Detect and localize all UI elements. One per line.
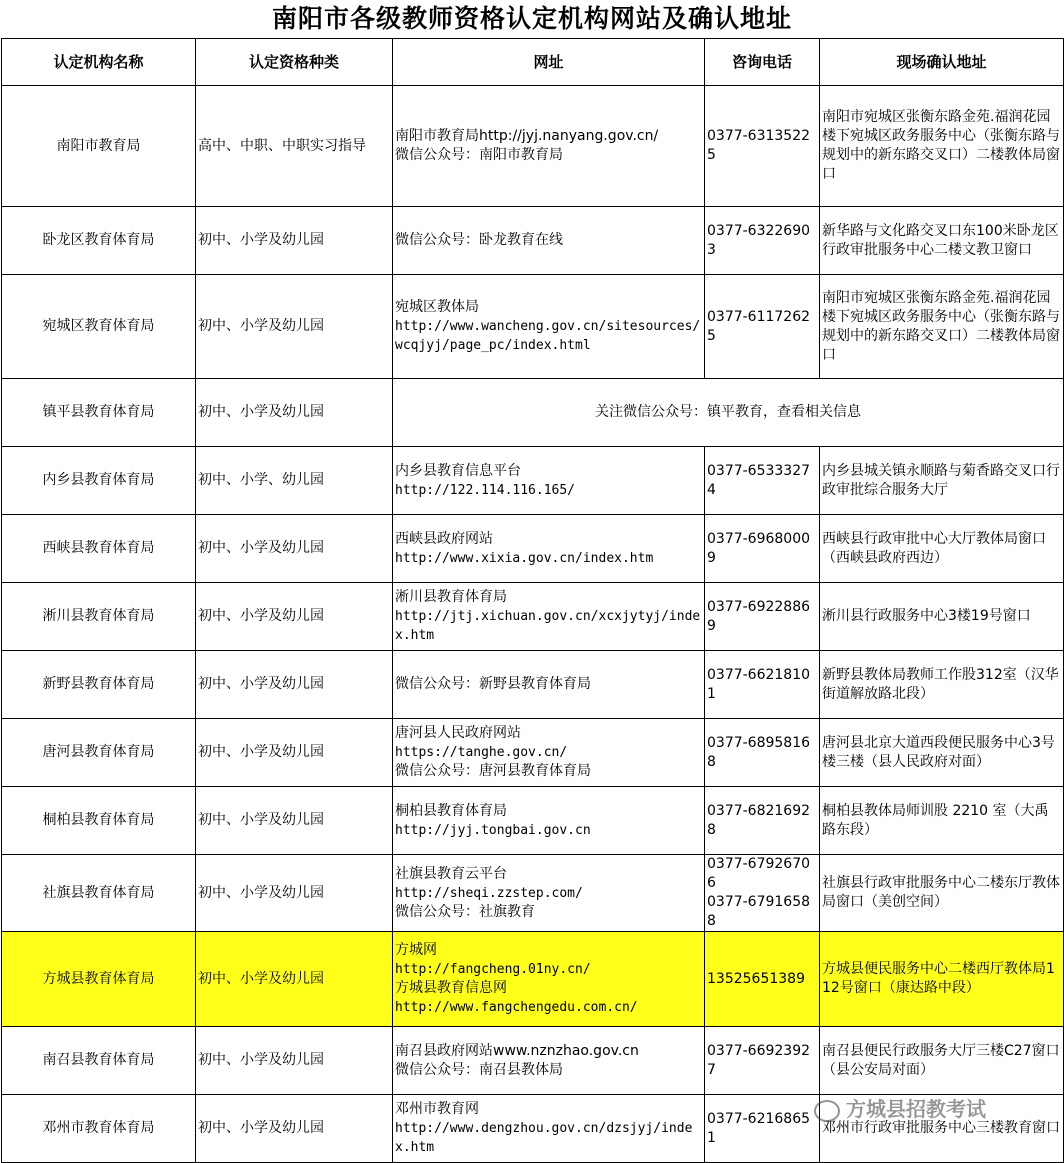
qualification-type-cell: 初中、小学及幼儿园 [196, 651, 393, 719]
phone-cell: 0377-61172625 [705, 275, 820, 379]
website-link[interactable]: http://jyj.tongbai.gov.cn [395, 822, 591, 838]
website-label: 微信公众号：卧龙教育在线 [395, 232, 563, 248]
qualification-type-cell: 初中、小学及幼儿园 [196, 379, 393, 447]
address-cell: 社旗县行政审批服务中心二楼东厅教体局窗口（美创空间） [820, 855, 1064, 932]
phone-cell: 0377-69228869 [705, 583, 820, 651]
address-cell: 新华路与文化路交叉口东100米卧龙区行政审批服务中心二楼文教卫窗口 [820, 207, 1064, 275]
website-link[interactable]: http://www.xixia.gov.cn/index.htm [395, 550, 654, 566]
address-cell: 方城县便民服务中心二楼西厅教体局112号窗口（康达路中段） [820, 932, 1064, 1027]
table-row [2, 719, 1064, 787]
header-cell: 咨询电话 [705, 39, 820, 86]
header-cell: 现场确认地址 [820, 39, 1064, 86]
table-row [2, 855, 1064, 932]
header-cell: 认定资格种类 [196, 39, 393, 86]
table-row [2, 1027, 1064, 1095]
website-label: 桐柏县教育体育局 [395, 802, 507, 819]
table-row [2, 515, 1064, 583]
agency-name-cell: 宛城区教育体育局 [2, 275, 196, 379]
address-cell: 新野县教体局教师工作股312室（汉华街道解放路北段） [820, 651, 1064, 719]
header-cell: 网址 [393, 39, 705, 86]
agency-name-cell: 西峡县教育体育局 [2, 515, 196, 583]
website-label: 微信公众号：新野县教育体育局 [395, 676, 591, 692]
merged-info-cell: 关注微信公众号：镇平教育，查看相关信息 [393, 379, 1064, 447]
phone-cell: 0377-63135225 [705, 86, 820, 207]
qualification-type-cell: 初中、小学及幼儿园 [196, 932, 393, 1027]
website-label: 内乡县教育信息平台 [395, 462, 521, 479]
website-cell [393, 651, 705, 719]
table-row [2, 651, 1064, 719]
table-row [2, 583, 1064, 651]
website-label: 宛城区教体局 [395, 299, 479, 315]
phone-cell: 0377-67926706 0377-67916588 [705, 855, 820, 932]
website-link[interactable]: http://122.114.116.165/ [395, 482, 576, 498]
address-cell: 桐柏县教体局师训股 2210 室（大禹路东段） [820, 787, 1064, 855]
website-label: 方城县教育信息网 [395, 980, 507, 996]
website-cell [393, 932, 705, 1027]
address-cell: 唐河县北京大道西段便民服务中心3号楼三楼（县人民政府对面） [820, 719, 1064, 787]
address-cell: 南阳市宛城区张衡东路金苑.福润花园楼下宛城区政务服务中心（张衡东路与规划中的新东路交叉口）二楼教体局窗口 [820, 86, 1064, 207]
website-label: 微信公众号：唐河县教育体育局 [395, 763, 591, 779]
qualification-type-cell: 初中、小学及幼儿园 [196, 275, 393, 379]
website-cell [393, 855, 705, 932]
website-cell [393, 787, 705, 855]
agency-name-cell: 唐河县教育体育局 [2, 719, 196, 787]
phone-cell: 0377-66218101 [705, 651, 820, 719]
table-row [2, 86, 1064, 207]
qualification-type-cell: 初中、小学及幼儿园 [196, 1095, 393, 1163]
qualification-type-cell: 初中、小学及幼儿园 [196, 1027, 393, 1095]
page-title: 南阳市各级教师资格认定机构网站及确认地址 [271, 4, 792, 33]
website-cell [393, 86, 705, 207]
website-label: 微信公众号：南召县教体局 [395, 1061, 563, 1078]
address-cell: 南阳市宛城区张衡东路金苑.福润花园楼下宛城区政务服务中心（张衡东路与规划中的新东路交叉口）二楼教体局窗口 [820, 275, 1064, 379]
website-link[interactable]: http://www.wancheng.gov.cn/sitesources/wcqjyj/page_pc/index.html [395, 319, 701, 353]
agency-name-cell: 南阳市教育局 [2, 86, 196, 207]
agency-name-cell: 桐柏县教育体育局 [2, 787, 196, 855]
qualification-type-cell: 初中、小学及幼儿园 [196, 787, 393, 855]
phone-cell: 0377-62168651 [705, 1095, 820, 1163]
watermark-text: 方城县招教考试 [846, 1097, 986, 1121]
website-link[interactable]: http://sheqi.zzstep.com/ [395, 885, 583, 901]
website-link[interactable]: http://www.fangchengedu.com.cn/ [395, 1000, 638, 1015]
header-row [2, 39, 1064, 86]
table-row [2, 275, 1064, 379]
agency-name-cell: 方城县教育体育局 [2, 932, 196, 1027]
qualification-type-cell: 初中、小学及幼儿园 [196, 855, 393, 932]
address-cell: 邓州市行政审批服务中心三楼教育窗口 [820, 1095, 1064, 1163]
website-cell [393, 1027, 705, 1095]
table-row [2, 379, 1064, 447]
table-row [2, 447, 1064, 515]
website-cell [393, 719, 705, 787]
agency-name-cell: 新野县教育体育局 [2, 651, 196, 719]
qualification-type-cell: 初中、小学及幼儿园 [196, 207, 393, 275]
phone-cell: 0377-68216928 [705, 787, 820, 855]
phone-cell: 13525651389 [705, 932, 820, 1027]
agency-name-cell: 社旗县教育体育局 [2, 855, 196, 932]
qualification-type-cell: 初中、小学及幼儿园 [196, 719, 393, 787]
address-cell: 西峡县行政审批中心大厅教体局窗口（西峡县政府西边） [820, 515, 1064, 583]
website-label: 西峡县政府网站 [395, 530, 493, 547]
table-row [2, 932, 1064, 1027]
website-cell [393, 207, 705, 275]
agency-name-cell: 邓州市教育体育局 [2, 1095, 196, 1163]
website-cell [393, 447, 705, 515]
watermark [814, 1093, 986, 1122]
website-cell [393, 583, 705, 651]
table-row [2, 207, 1064, 275]
agency-name-cell: 卧龙区教育体育局 [2, 207, 196, 275]
website-label: 微信公众号：南阳市教育局 [395, 147, 563, 163]
website-link[interactable]: http://www.dengzhou.gov.cn/dzsjyj/index.htm [395, 1121, 693, 1155]
website-cell [393, 515, 705, 583]
website-label: 微信公众号：社旗教育 [395, 903, 535, 920]
address-cell: 南召县便民行政服务大厅三楼C27窗口（县公安局对面） [820, 1027, 1064, 1095]
address-cell: 内乡县城关镇永顺路与菊香路交叉口行政审批综合服务大厅 [820, 447, 1064, 515]
agency-name-cell: 南召县教育体育局 [2, 1027, 196, 1095]
phone-cell: 0377-65333274 [705, 447, 820, 515]
website-link[interactable]: http://fangcheng.01ny.cn/ [395, 962, 591, 977]
agency-name-cell: 内乡县教育体育局 [2, 447, 196, 515]
phone-cell: 0377-69680009 [705, 515, 820, 583]
qualification-type-cell: 高中、中职、中职实习指导 [196, 86, 393, 207]
website-link[interactable]: https://tanghe.gov.cn/ [395, 745, 568, 760]
address-cell: 淅川县行政服务中心3楼19号窗口 [820, 583, 1064, 651]
website-cell [393, 275, 705, 379]
website-link[interactable]: http://jtj.xichuan.gov.cn/xcxjytyj/index.htm [395, 609, 701, 643]
phone-cell: 0377-63226903 [705, 207, 820, 275]
website-cell [393, 1095, 705, 1163]
qualification-type-cell: 初中、小学、幼儿园 [196, 447, 393, 515]
website-link[interactable]: 南阳市教育局http://jyj.nanyang.gov.cn/ [395, 128, 659, 144]
website-label: 淅川县教育体育局 [395, 589, 507, 605]
website-label: 社旗县教育云平台 [395, 865, 507, 882]
qualification-type-cell: 初中、小学及幼儿园 [196, 583, 393, 651]
agency-table [1, 38, 1064, 1163]
phone-cell: 0377-66923927 [705, 1027, 820, 1095]
qualification-type-cell: 初中、小学及幼儿园 [196, 515, 393, 583]
website-link[interactable]: 南召县政府网站www.nznzhao.gov.cn [395, 1042, 639, 1059]
website-label: 唐河县人民政府网站 [395, 725, 521, 741]
agency-name-cell: 镇平县教育体育局 [2, 379, 196, 447]
wechat-icon [814, 1100, 840, 1122]
header-cell: 认定机构名称 [2, 39, 196, 86]
website-label: 方城网 [395, 942, 437, 958]
website-label: 邓州市教育网 [395, 1101, 479, 1117]
phone-cell: 0377-68958168 [705, 719, 820, 787]
agency-name-cell: 淅川县教育体育局 [2, 583, 196, 651]
table-row [2, 787, 1064, 855]
